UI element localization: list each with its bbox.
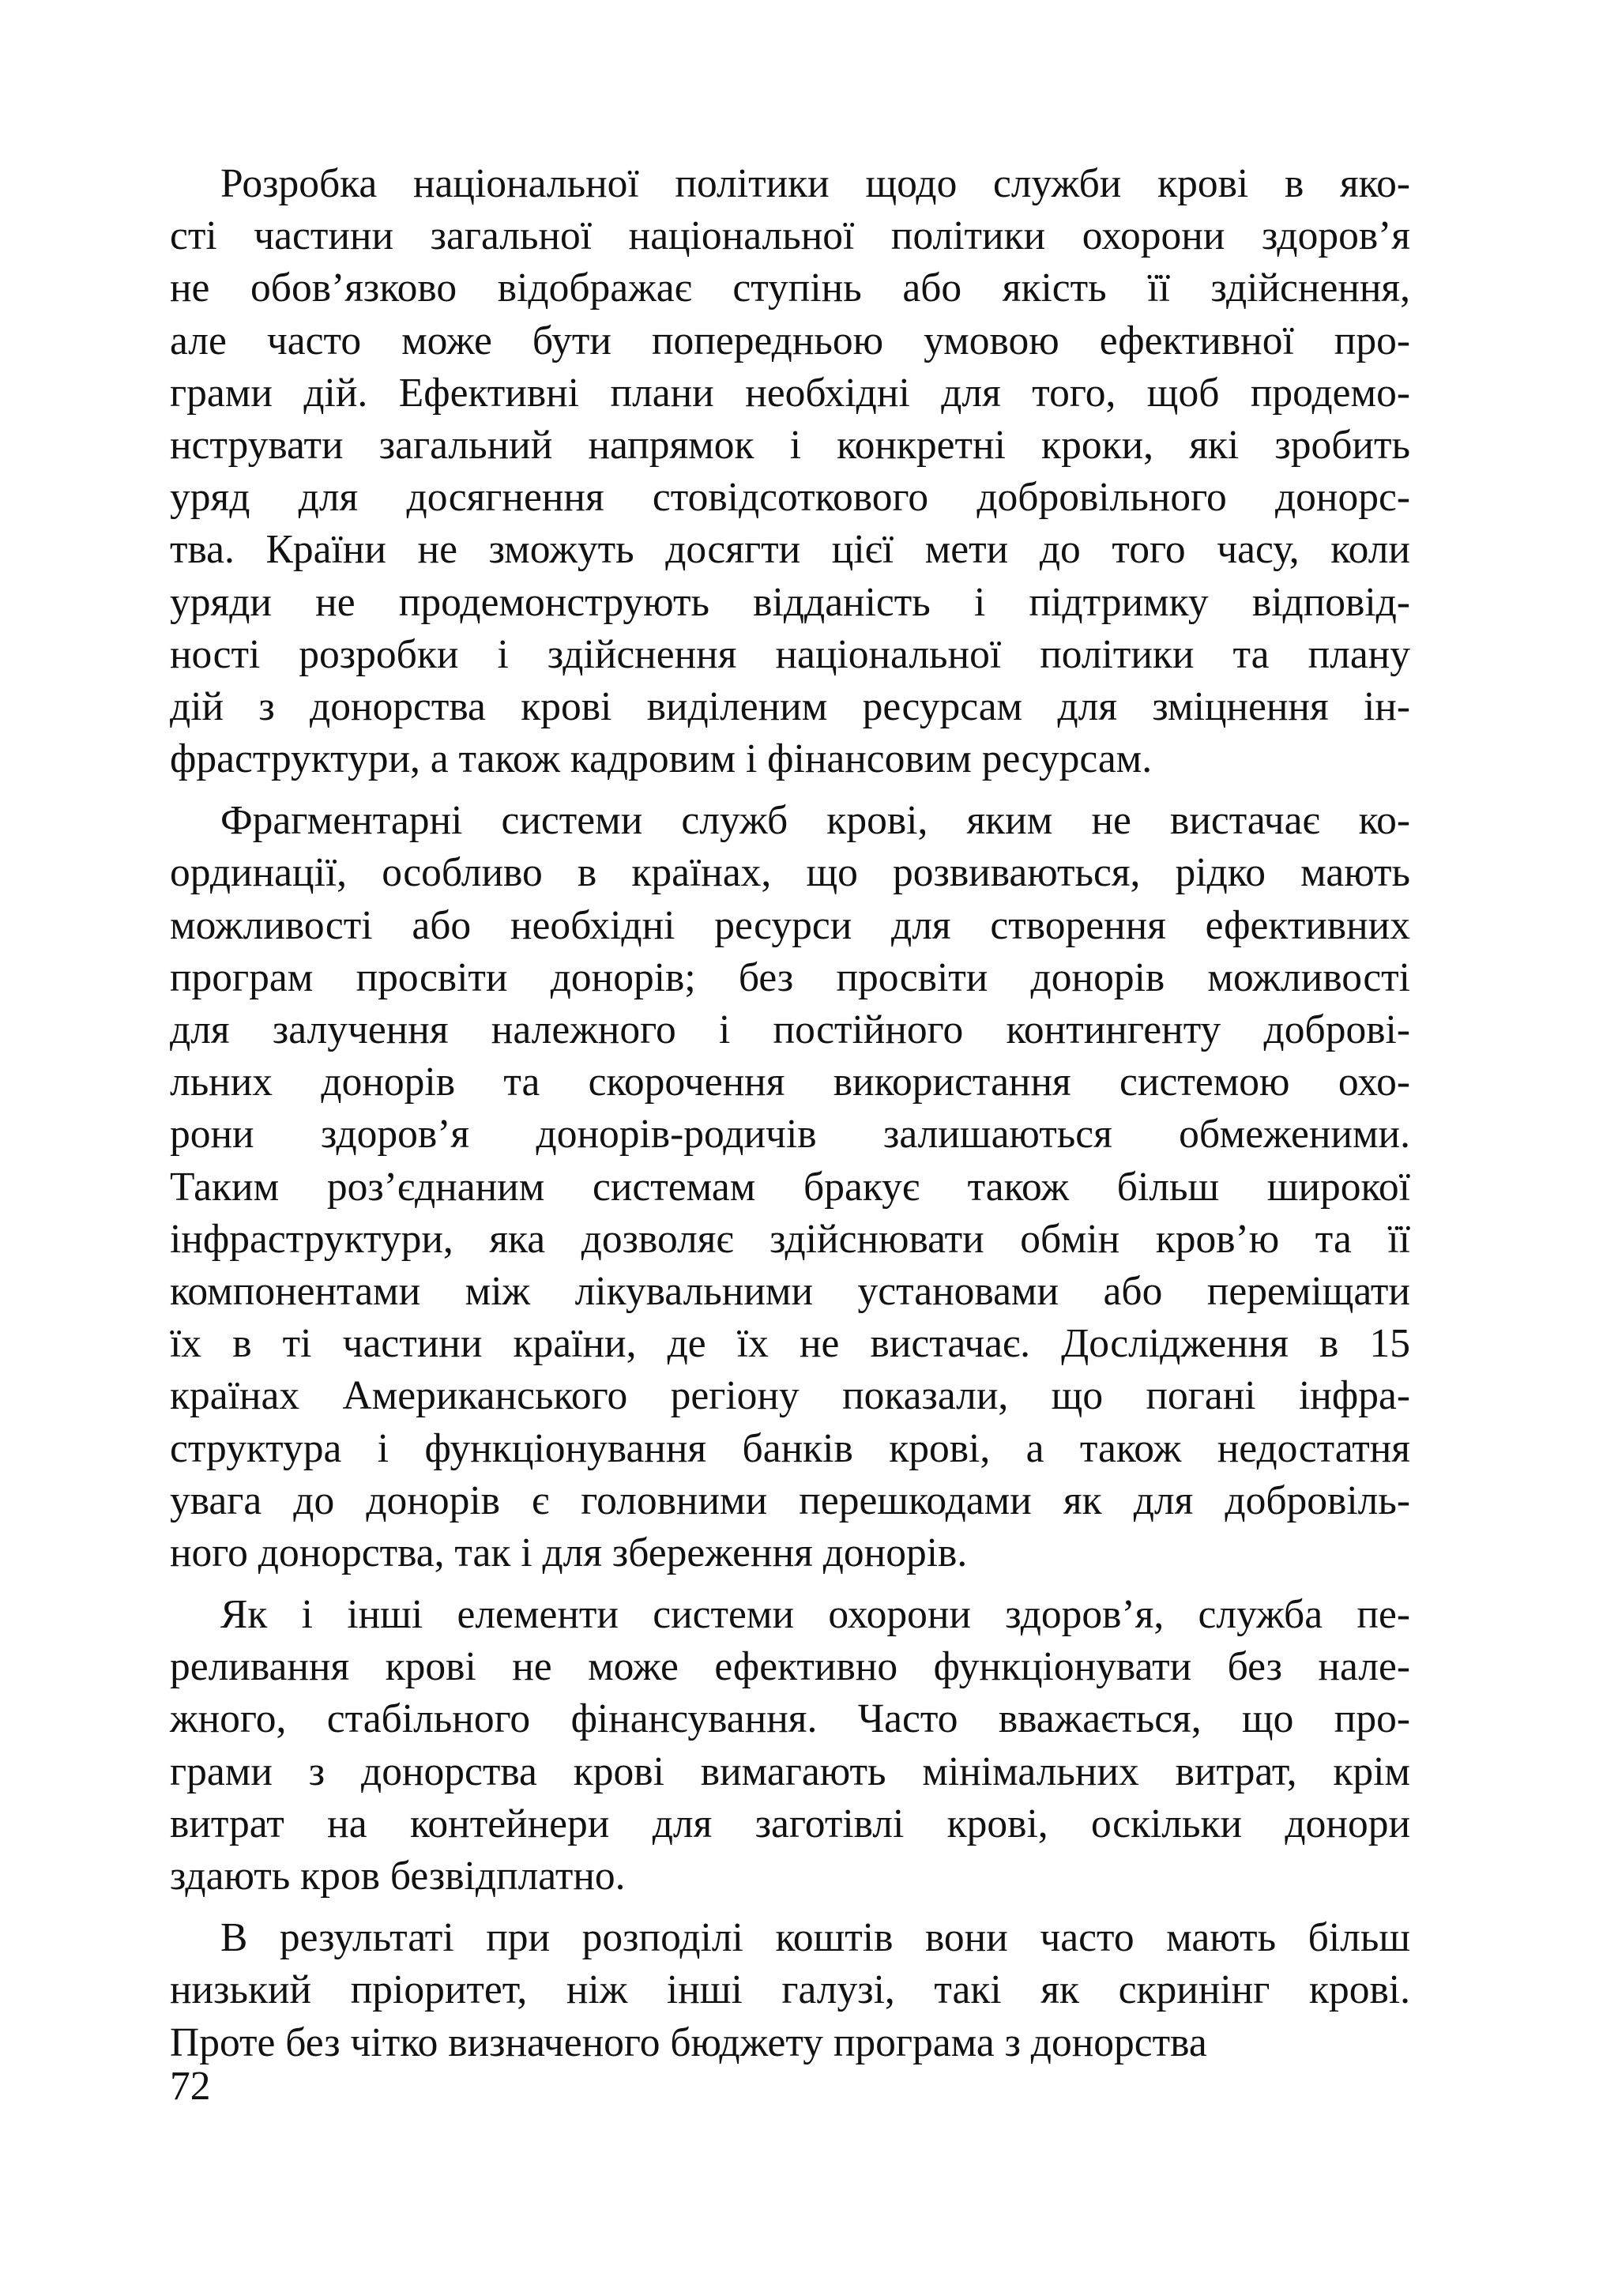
text-line: грами дій. Ефективні плани необхідні для того, щоб продемо-: [170, 370, 1410, 416]
text-line: витрат на контейнери для заготівлі крові, оскільки донори: [170, 1801, 1410, 1846]
paragraph-gap: [170, 1579, 1410, 1589]
text-line: Таким роз’єднаним системам бракує також більш широкої: [170, 1164, 1410, 1210]
text-line: льних донорів та скорочення використання системою охо-: [170, 1060, 1410, 1105]
text-line: програм просвіти донорів; без просвіти донорів можливості: [170, 954, 1410, 1000]
text-line: дій з донорства крові виділеним ресурсам для зміцнення ін-: [170, 683, 1410, 729]
text-line: але часто може бути попередньою умовою ефективної про-: [170, 318, 1410, 363]
text-line: низький пріоритет, ніж інші галузі, такі як скринінг крові.: [170, 1967, 1410, 2013]
text-line: Проте без чітко визначеного бюджету програма з донорства: [170, 2019, 1207, 2065]
text-line: уряд для досягнення стовідсоткового добровільного донорс-: [170, 475, 1410, 521]
paragraph: [170, 1912, 1410, 2069]
text-line: не обов’язково відображає ступінь або якість її здійснення,: [170, 265, 1410, 311]
paragraph-gap: [170, 1903, 1410, 1912]
text-line: грами з донорства крові вимагають мінімальних витрат, крім: [170, 1748, 1410, 1794]
text-line: тва. Країни не зможуть досягти цієї мети до того часу, коли: [170, 527, 1410, 573]
text-line: Як і інші елементи системи охорони здоров’я, служба пе-: [220, 1592, 1410, 1638]
text-line: їх в ті частини країни, де їх не вистачає. Дослідження в 15: [170, 1321, 1410, 1367]
text-line: ного донорства, так і для збереження донорів.: [170, 1530, 968, 1575]
page-number: 72: [170, 2064, 211, 2109]
text-line: В результаті при розподілі коштів вони часто мають більш: [220, 1915, 1410, 1961]
text-line: інфраструктури, яка дозволяє здійснювати обмін кров’ю та її: [170, 1216, 1410, 1262]
text-line: для залучення належного і постійного контингенту доброві-: [170, 1007, 1410, 1052]
text-line: уряди не продемонструють відданість і підтримку відповід-: [170, 579, 1410, 625]
text-line: рони здоров’я донорів-родичів залишаються обмеженими.: [170, 1112, 1410, 1157]
text-line: нструвати загальний напрямок і конкретні кроки, які зробить: [170, 422, 1410, 468]
text-line: Розробка національної політики щодо служби крові в яко-: [220, 161, 1410, 206]
text-line: увага до донорів є головними перешкодами як для добровіль-: [170, 1477, 1410, 1523]
text-line: ності розробки і здійснення національної політики та плану: [170, 631, 1410, 677]
text-line: жного, стабільного фінансування. Часто вважається, що про-: [170, 1696, 1410, 1742]
text-line: можливості або необхідні ресурси для створення ефективних: [170, 902, 1410, 948]
paragraph-gap: [170, 785, 1410, 795]
paragraph: [170, 795, 1410, 1579]
text-line: здають кров безвідплатно.: [170, 1854, 626, 1899]
text-line: країнах Американського регіону показали, що погані інфра-: [170, 1373, 1410, 1419]
text-line: реливання крові не може ефективно функціонувати без нале-: [170, 1644, 1410, 1690]
text-line: сті частини загальної національної політики охорони здоров’я: [170, 213, 1410, 259]
text-line: структура і функціонування банків крові, а також недостатня: [170, 1425, 1410, 1471]
text-line: Фрагментарні системи служб крові, яким не вистачає ко-: [220, 798, 1410, 844]
paragraph: [170, 1589, 1410, 1903]
text-line: ординації, особливо в країнах, що розвиваються, рідко мають: [170, 850, 1410, 896]
body-text: [170, 158, 1410, 2069]
text-line: компонентами між лікувальними установами або переміщати: [170, 1268, 1410, 1314]
text-line: фраструктури, а також кадровим і фінансовим ресурсам.: [170, 736, 1153, 782]
paragraph: [170, 158, 1410, 785]
